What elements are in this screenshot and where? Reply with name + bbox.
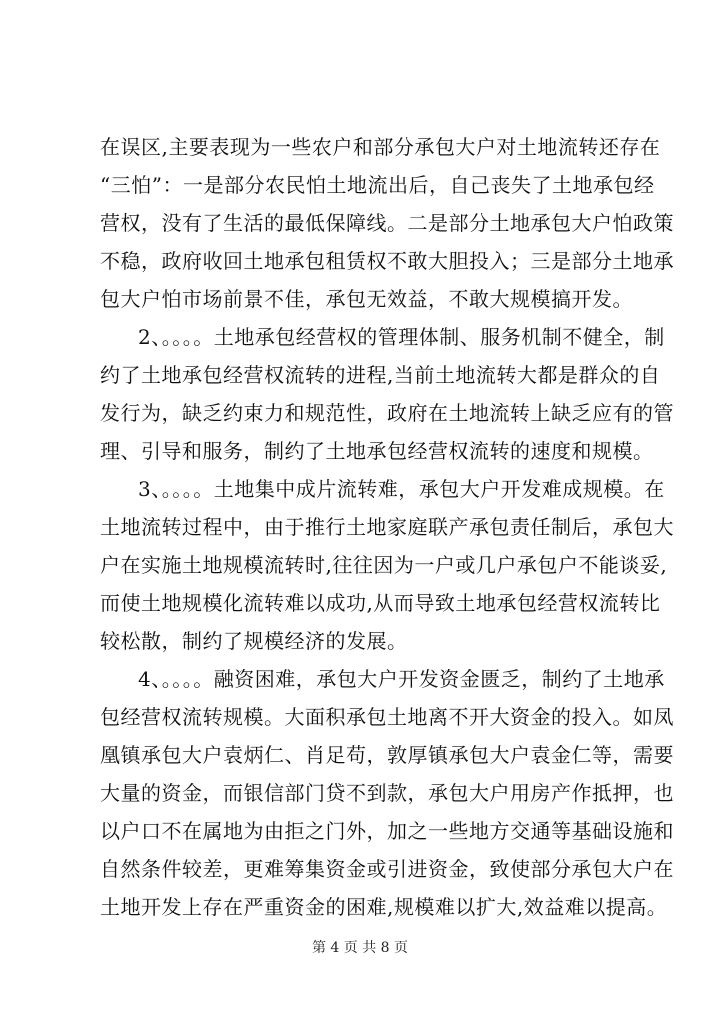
text-line: 在误区,主要表现为一些农户和部分承包大户对土地流转还存在 xyxy=(100,135,661,159)
text-line: 土地开发上存在严重资金的困难,规模难以扩大,效益难以提高。 xyxy=(100,895,668,919)
text-line: 以户口不在属地为由拒之门外，加之一些地方交通等基础设施和 xyxy=(100,819,674,843)
text-line: 包大户怕市场前景不佳，承包无效益，不敢大规模搞开发。 xyxy=(100,287,633,311)
text-line: 3、。。。。土地集中成片流转难，承包大户开发难成规模。在 xyxy=(138,477,665,501)
paragraph-1 xyxy=(100,128,674,318)
text-line: 较松散，制约了规模经济的发展。 xyxy=(100,629,408,653)
text-line: 不稳，政府收回土地承包租赁权不敢大胆投入；三是部分土地承 xyxy=(100,249,674,273)
text-line: 凰镇承包大户袁炳仁、肖足苟，敦厚镇承包大户袁金仁等，需要 xyxy=(100,743,674,767)
text-line: 发行为，缺乏约束力和规范性，政府在土地流转上缺乏应有的管 xyxy=(100,401,674,425)
text-line: 户在实施土地规模流转时,往往因为一户或几户承包户不能谈妥, xyxy=(100,553,668,577)
text-line: “三怕”：一是部分农民怕土地流出后，自己丧失了土地承包经 xyxy=(100,173,655,197)
paragraph-2 xyxy=(100,318,674,470)
body-text xyxy=(100,128,674,926)
paragraph-3 xyxy=(100,470,674,660)
text-line: 土地流转过程中，由于推行土地家庭联产承包责任制后，承包大 xyxy=(100,515,674,539)
text-line: 理、引导和服务，制约了土地承包经营权流转的速度和规模。 xyxy=(100,439,654,463)
text-line: 而使土地规模化流转难以成功,从而导致土地承包经营权流转比 xyxy=(100,591,661,615)
text-line: 约了土地承包经营权流转的进程,当前土地流转大都是群众的自 xyxy=(100,363,661,387)
page-number-footer: 第 4 页 共 8 页 xyxy=(311,940,409,956)
text-line: 自然条件较差，更难筹集资金或引进资金，致使部分承包大户在 xyxy=(100,857,674,881)
text-line: 包经营权流转规模。大面积承包土地离不开大资金的投入。如凤 xyxy=(100,705,674,729)
text-line: 大量的资金，而银信部门贷不到款，承包大户用房产作抵押，也 xyxy=(100,781,674,805)
paragraph-4 xyxy=(100,660,674,926)
text-line: 2、。。。。土地承包经营权的管理体制、服务机制不健全，制 xyxy=(138,325,665,349)
text-line: 4、。。。。融资困难，承包大户开发资金匮乏，制约了土地承 xyxy=(138,667,665,691)
text-line: 营权，没有了生活的最低保障线。二是部分土地承包大户怕政策 xyxy=(100,211,674,235)
